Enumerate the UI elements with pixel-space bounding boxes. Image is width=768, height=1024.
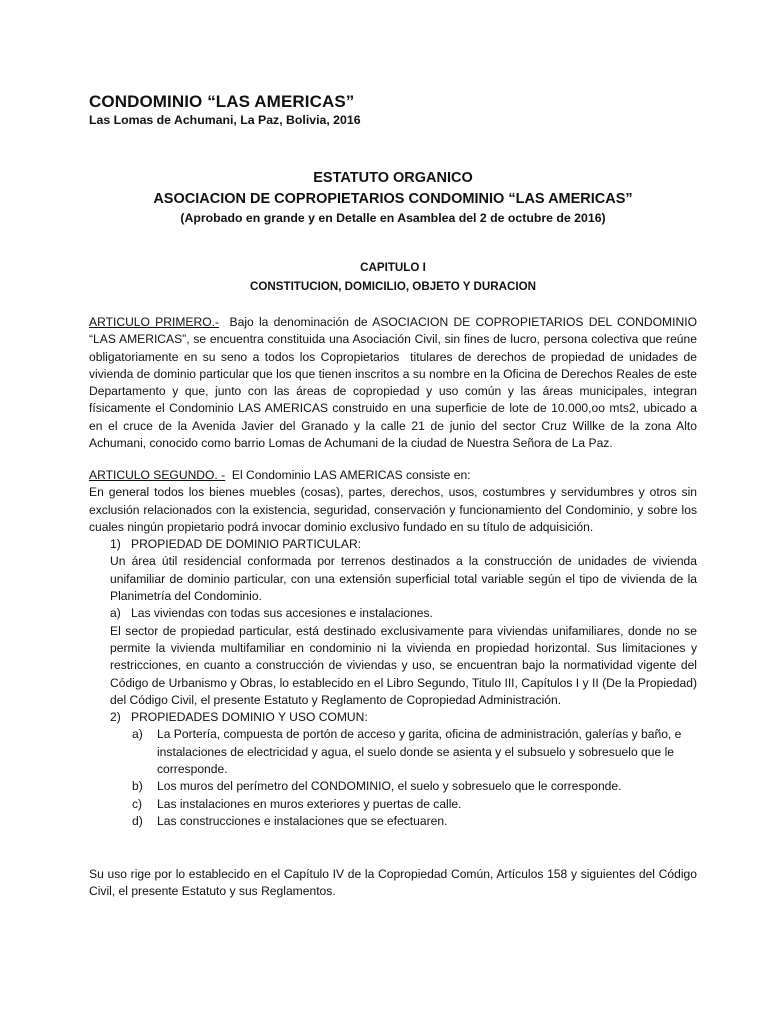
condominium-location: Las Lomas de Achumani, La Paz, Bolivia, 2016 (89, 113, 361, 127)
article-first (89, 314, 701, 452)
chapter-title: CONSTITUCION, DOMICILIO, OBJETO Y DURACION (250, 280, 536, 293)
list-marker: 1) (110, 537, 121, 552)
dominio-particular-description: Un área útil residencial conformada por terrenos destinados a la construcción de unidades de vivienda unifamiliar de dominio particular, con una extensión superficial total variable según el tipo de vivienda de la Planimetría del Condominio. (110, 554, 697, 604)
article-first-paragraph (89, 314, 701, 452)
sub-item-text: La Portería, compuesta de portón de acceso y garita, oficina de administración, galerías y baño, e instalaciones de electricidad y agua, el suelo donde se asienta y el subsuelo y sobresuelo que le corresponde. (157, 727, 682, 777)
statute-heading (89, 168, 697, 227)
list-marker: 2) (110, 710, 121, 725)
document-header (89, 92, 361, 128)
article-second-label: ARTICULO SEGUNDO. - (89, 468, 226, 482)
article-second-intro: El Condominio LAS AMERICAS consiste en: (225, 468, 471, 482)
association-title: ASOCIACION DE COPROPIETARIOS CONDOMINIO “LAS AMERICAS” (153, 191, 633, 207)
list-marker: b) (132, 779, 143, 794)
statute-title: ESTATUTO ORGANICO (313, 170, 473, 186)
sub-item-text: Las viviendas con todas sus accesiones e instalaciones. (131, 606, 433, 621)
list-marker: a) (110, 606, 121, 621)
article-second (89, 467, 697, 830)
closing-paragraph (89, 866, 697, 901)
condominium-title: CONDOMINIO “LAS AMERICAS” (89, 92, 355, 111)
sub-item-viviendas (89, 605, 697, 622)
article-first-text: Bajo la denominación de ASOCIACION DE COPROPIETARIOS DEL CONDOMINIO “LAS AMERICAS”, se encuentra constituida una Asociación Civil, sin fines de lucro, persona colectiva que reúne obligatoriamente en su seno a todos los Copropietarios titulares de derechos de propiedad de unidades de vivienda de dominio particular que los que tienen inscritos a su nombre en la Oficina de Derechos Reales de este Departamento y que, junto con las áreas de copropiedad y uso común y las áreas municipales, integran físicamente el Condominio LAS AMERICAS construido en una superficie de lote de 10.000,oo mts2, ubicado a en el cruce de la Avenida Javier del Granado y la calle 21 de junio del sector Cruz Willke de la zona Alto Achumani, conocido como barrio Lomas de Achumani de la ciudad de Nuestra Señora de La Paz. (89, 315, 701, 451)
sub-item-text: Los muros del perímetro del CONDOMINIO, el suelo y sobresuelo que le corresponde. (157, 779, 622, 794)
sub-item-porteria (89, 726, 697, 778)
closing-text: Su uso rige por lo establecido en el Capítulo IV de la Copropiedad Común, Artículos 158 y siguientes del Código Civil, el presente Estatuto y sus Reglamentos. (89, 867, 697, 899)
article-second-intro-line (89, 467, 697, 484)
list-item-dominio-particular (89, 536, 697, 553)
sub-item-text: Las construcciones e instalaciones que se efectuaren. (157, 813, 448, 828)
list-marker: c) (132, 796, 143, 811)
article-first-label: ARTICULO PRIMERO.- (89, 315, 220, 329)
sub-item-muros (89, 778, 697, 795)
chapter-number: CAPITULO I (360, 261, 426, 274)
sub-item-instalaciones (89, 796, 697, 813)
sector-description: El sector de propiedad particular, está destinado exclusivamente para viviendas unifamiliares, donde no se permite la vivienda multifamiliar en condominio ni la vivienda en propiedad horizontal. Sus limitaciones y restricciones, en cuanto a construcción de viviendas y uso, se encuentran bajo la normatividad vigente del Código de Urbanismo y Obras, lo establecido en el Libro Segundo, Titulo III, Capítulos I y II (De la Propiedad) del Código Civil, el presente Estatuto y Reglamento de Copropiedad Administración. (110, 623, 697, 707)
list-item-title: PROPIEDAD DE DOMINIO PARTICULAR: (131, 537, 362, 552)
sub-item-construcciones (89, 813, 697, 830)
list-item-title: PROPIEDADES DOMINIO Y USO COMUN: (131, 710, 368, 725)
article-second-general: En general todos los bienes muebles (cosas), partes, derechos, usos, costumbres y servidumbres y otros sin exclusión relacionados con la existencia, seguridad, conservación y funcionamiento del Condominio, y sobre los cuales ningún propietario podrá invocar dominio exclusivo fundado en su título de adquisición. (89, 485, 697, 534)
approval-note: (Aprobado en grande y en Detalle en Asamblea del 2 de octubre de 2016) (180, 211, 606, 225)
list-item-uso-comun (89, 709, 697, 726)
list-marker: d) (132, 813, 143, 828)
sub-item-text: Las instalaciones en muros exteriores y puertas de calle. (157, 796, 462, 811)
chapter-heading (89, 258, 697, 296)
list-marker: a) (132, 727, 143, 742)
